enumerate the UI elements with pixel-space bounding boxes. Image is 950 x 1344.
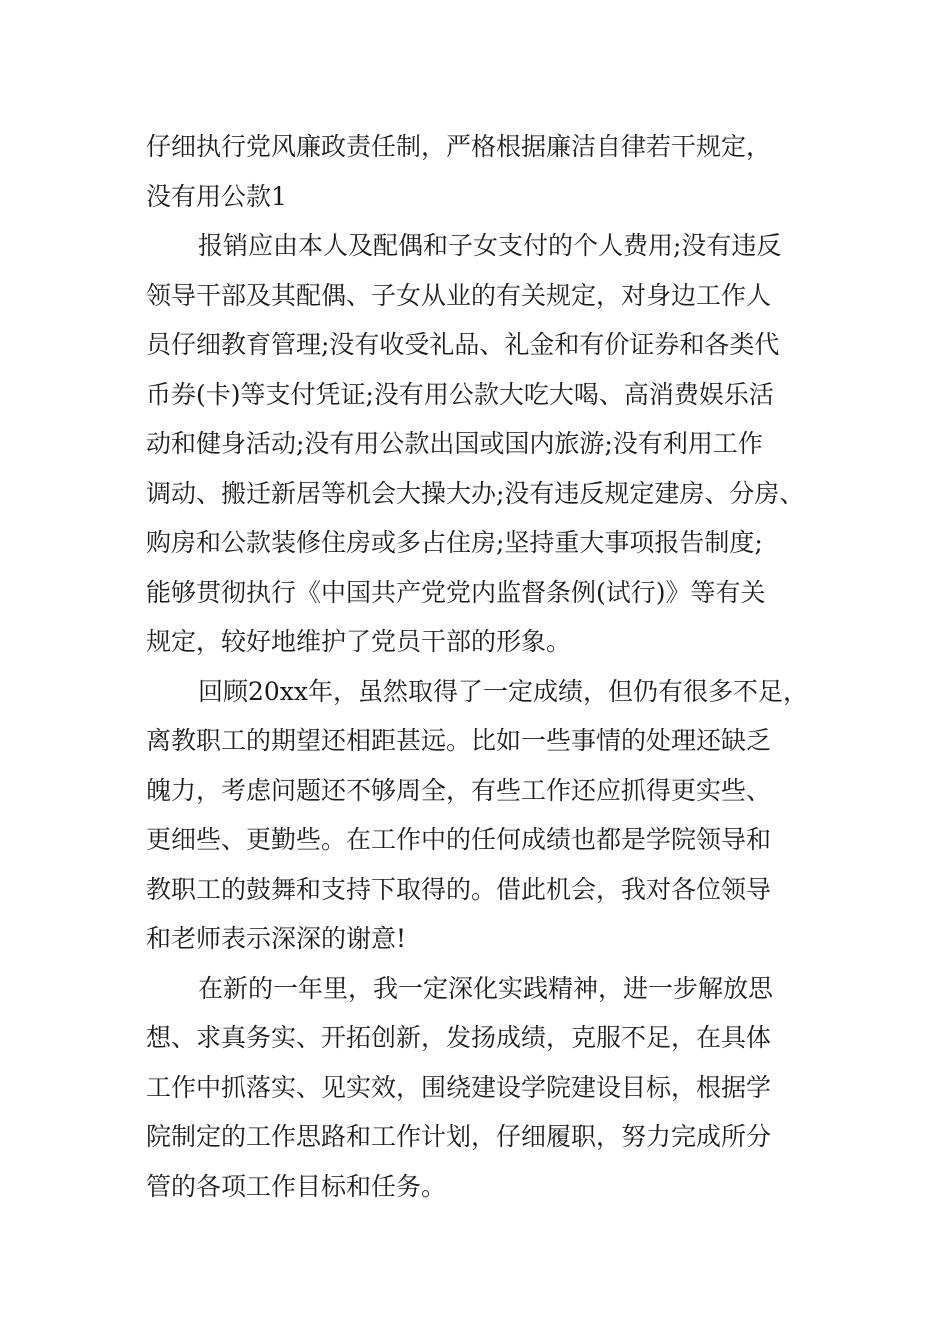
- text-line: 离教职工的期望还相距甚远。比如一些事情的处理还缺乏: [146, 726, 772, 755]
- text-line: 工作中抓落实、见实效，围绕建设学院建设目标，根据学: [146, 1072, 772, 1102]
- text-line: 院制定的工作思路和工作计划，仔细履职，努力完成所分: [146, 1122, 772, 1151]
- text-line: 能够贯彻执行《中国共产党党内监督条例(试行)》等有关: [146, 577, 766, 607]
- text-line: 动和健身活动;没有用公款出国或国内旅游;没有利用工作: [146, 429, 763, 458]
- text-line: 币券(卡)等支付凭证;没有用公款大吃大喝、高消费娱乐活: [146, 379, 774, 409]
- paragraph-first-line: 回顾20xx年，虽然取得了一定成绩，但仍有很多不足，: [198, 676, 809, 706]
- text-line: 领导干部及其配偶、子女从业的有关规定，对身边工作人: [146, 280, 772, 310]
- text-line: 更细些、更勤些。在工作中的任何成绩也都是学院领导和: [146, 825, 772, 854]
- text-line: 仔细执行党风廉政责任制，严格根据廉洁自律若干规定，: [146, 132, 772, 161]
- text-line: 教职工的鼓舞和支持下取得的。借此机会，我对各位领导: [146, 874, 772, 904]
- text-line: 员仔细教育管理;没有收受礼品、礼金和有价证券和各类代: [146, 330, 780, 359]
- text-line: 和老师表示深深的谢意!: [146, 924, 407, 953]
- paragraph-first-line: 在新的一年里，我一定深化实践精神，进一步解放思: [198, 973, 774, 1003]
- text-line: 没有用公款1: [146, 181, 287, 211]
- paragraph-first-line: 报销应由本人及配偶和子女支付的个人费用;没有违反: [198, 231, 782, 260]
- text-line: 管的各项工作目标和任务。: [146, 1171, 447, 1201]
- text-line: 调动、搬迁新居等机会大操大办;没有违反规定建房、分房、: [146, 478, 805, 508]
- text-line: 规定，较好地维护了党员干部的形象。: [146, 627, 572, 656]
- text-line: 想、求真务实、开拓创新，发扬成绩，克服不足，在具体: [146, 1023, 772, 1052]
- text-line: 购房和公款装修住房或多占住房;坚持重大事项报告制度;: [146, 528, 763, 557]
- text-line: 魄力，考虑问题还不够周全，有些工作还应抓得更实些、: [146, 775, 772, 805]
- document-body: [146, 122, 826, 1211]
